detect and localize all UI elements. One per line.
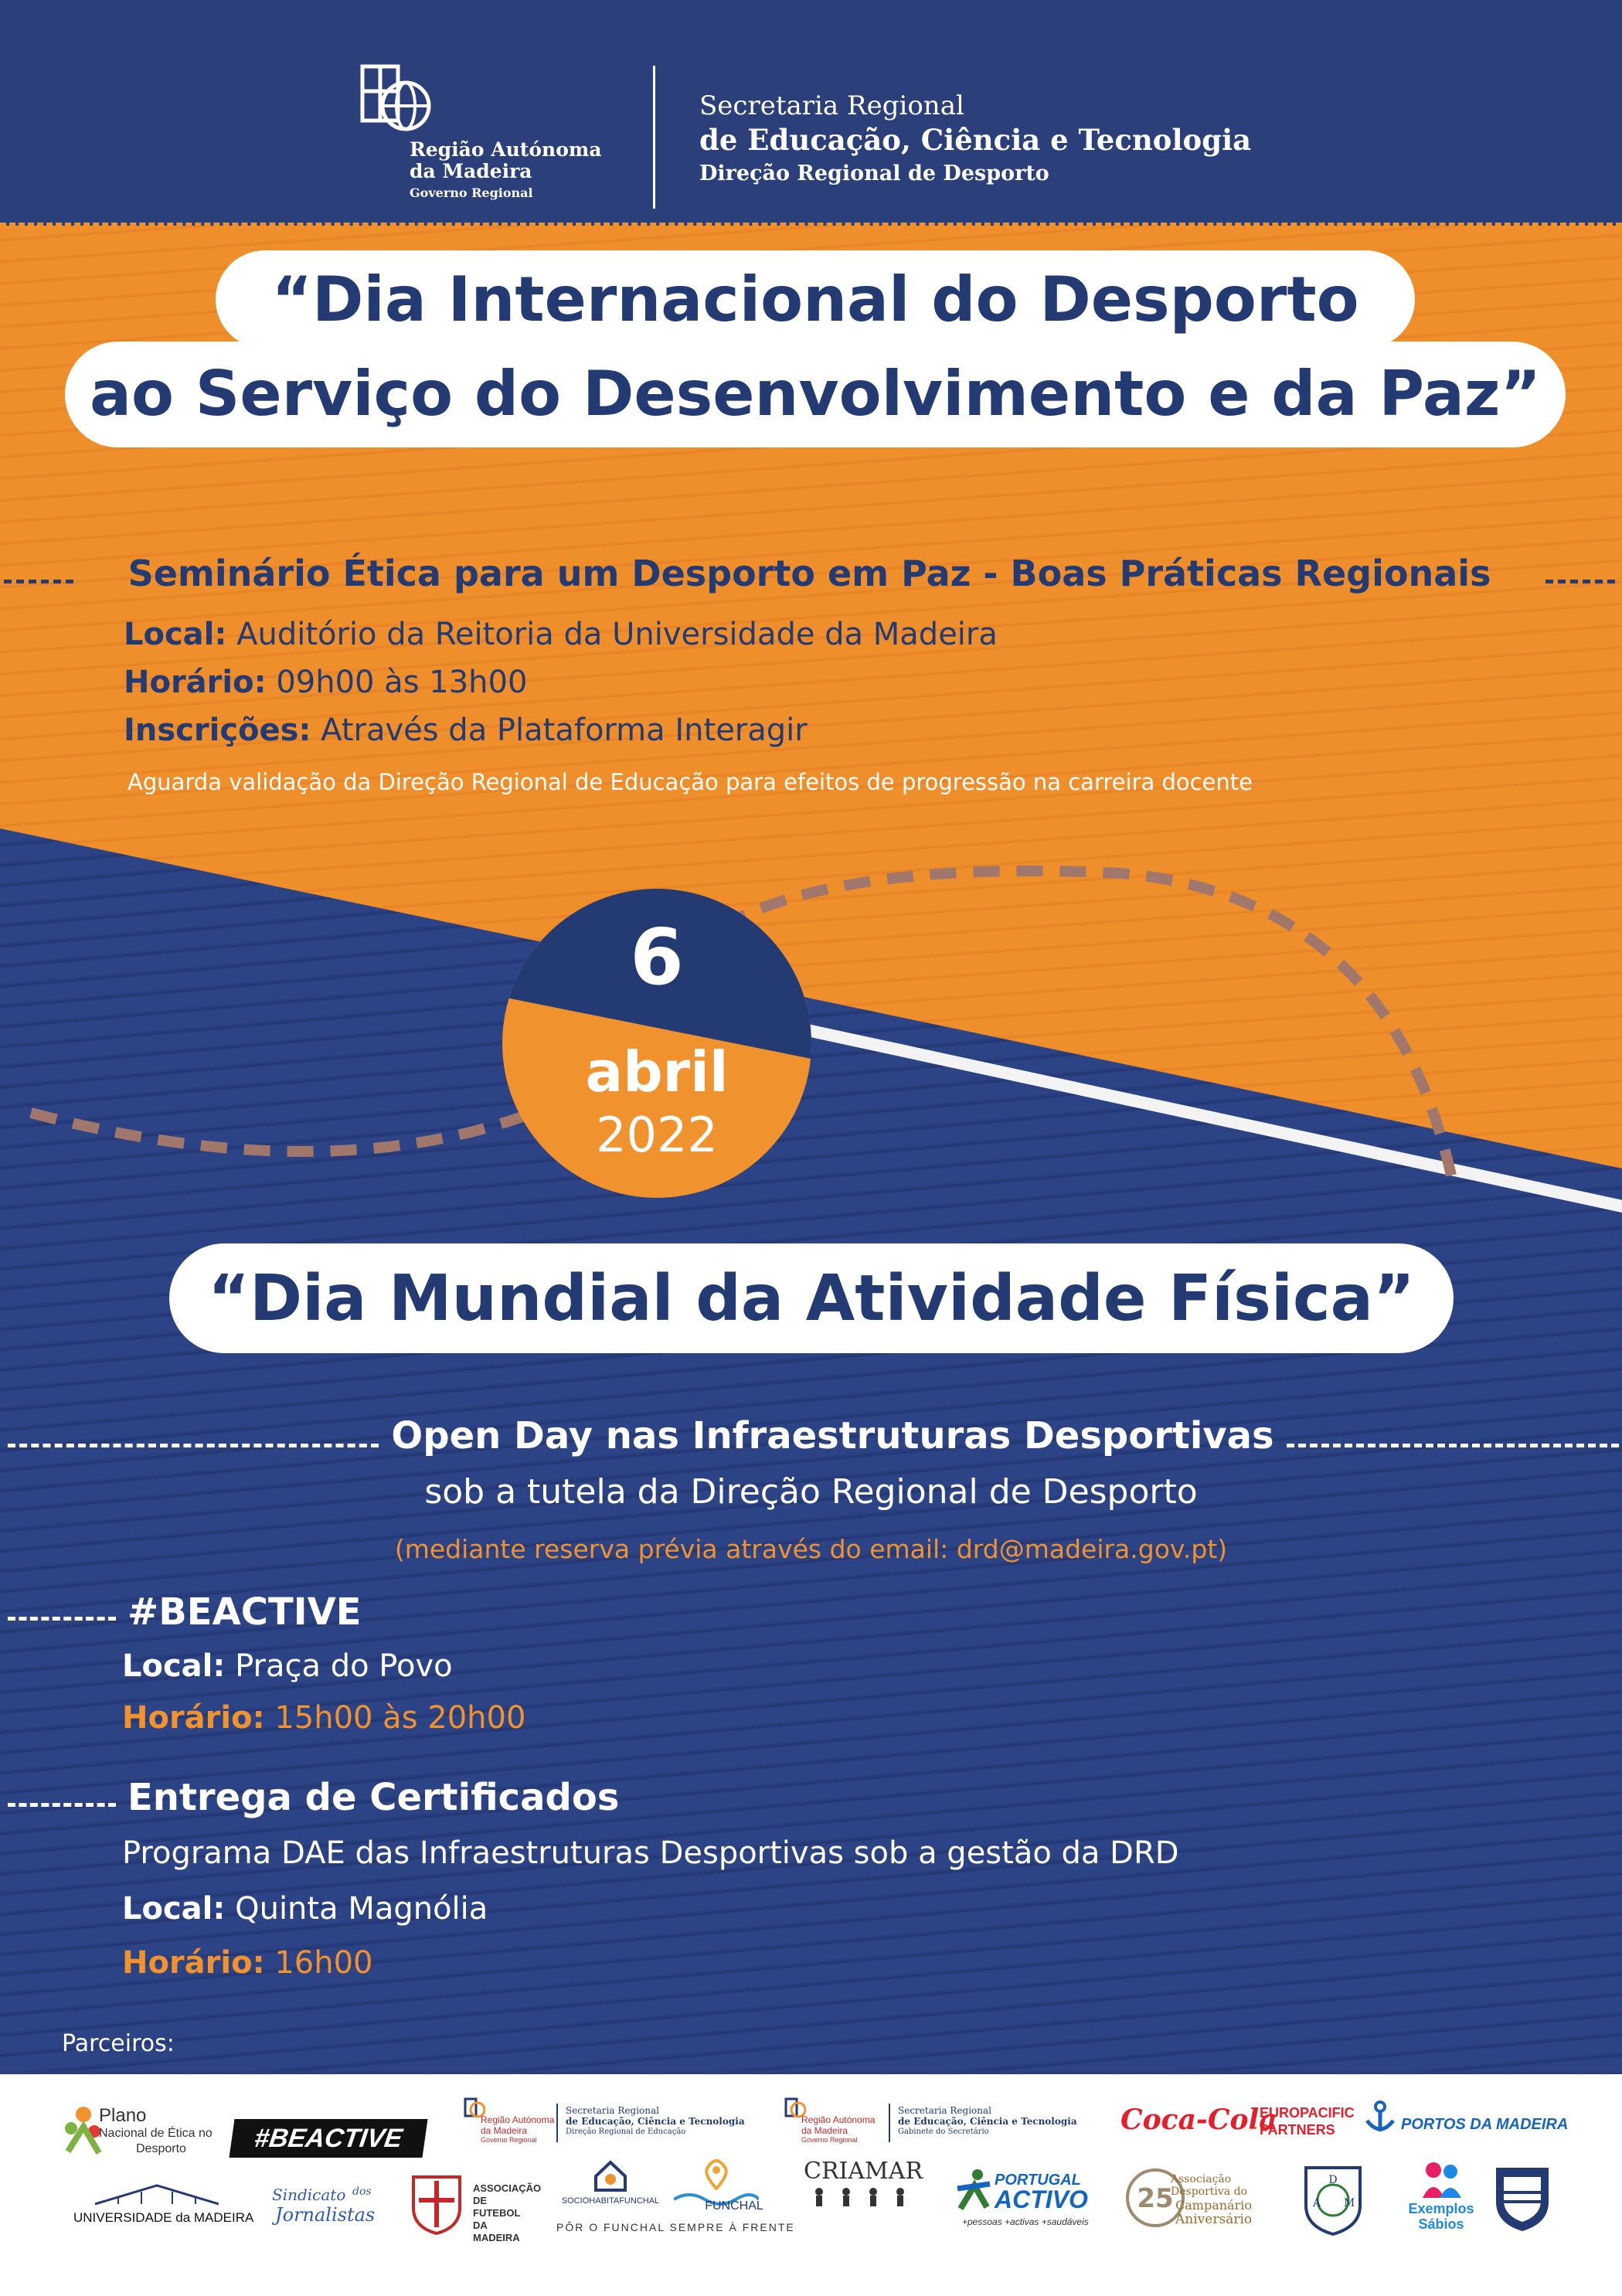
title1-line2: ao Serviço do Desenvolvimento e da Paz” xyxy=(89,358,1542,430)
sec2-line2: de Educação, Ciência e Tecnologia xyxy=(898,2116,1077,2127)
secretaria-line1: Secretaria Regional xyxy=(699,90,964,121)
ram2-line2: da Madeira xyxy=(801,2125,848,2136)
seminar-inscricoes-label: Inscrições: xyxy=(124,713,311,748)
seminar-horario-label: Horário: xyxy=(124,665,267,700)
sociohab-text: SOCIOHABITAFUNCHAL xyxy=(561,2196,660,2206)
date-day: 6 xyxy=(630,912,684,1002)
partner-divider-1 xyxy=(556,2104,558,2142)
header-banner xyxy=(0,0,1622,224)
exemplos-text1: Exemplos xyxy=(1408,2201,1474,2216)
ram-logo-2 xyxy=(784,2097,885,2151)
criamar-figures-icon xyxy=(804,2187,920,2207)
adm-crest-icon xyxy=(1298,2163,1368,2236)
adc-line4: Aniversário xyxy=(1175,2212,1253,2227)
seminar-local xyxy=(124,617,998,652)
sindicato-dos-text: dos xyxy=(352,2185,372,2198)
partners-word-text: PARTNERS xyxy=(1260,2122,1335,2138)
seminar-horario xyxy=(124,665,527,700)
region-coat-of-arms-icon xyxy=(359,63,437,148)
date-circle xyxy=(502,889,811,1198)
secretaria-line2: de Educação, Ciência e Tecnologia xyxy=(699,123,1252,157)
funchal-logo xyxy=(674,2159,763,2221)
crest-logo xyxy=(410,2173,464,2235)
sec2-line3: Gabinete do Secretário xyxy=(898,2128,989,2136)
ram2-line3: Governo Regional xyxy=(801,2136,858,2144)
beactive-horario-label: Horário: xyxy=(122,1700,265,1736)
beactive-dash xyxy=(8,1617,116,1621)
beactive-partner-logo: #BEACTIVE xyxy=(229,2119,427,2158)
seminar-local-value: Auditório da Reitoria da Universidade da Madeira xyxy=(236,617,998,652)
secretaria-logo-1 xyxy=(566,2105,751,2138)
openday-dash-right xyxy=(1287,1444,1619,1447)
aff-line2: DE FUTEBOL xyxy=(473,2195,521,2219)
svg-text:A: A xyxy=(1312,2197,1321,2209)
region-name xyxy=(410,139,602,204)
criamar-text: CRIAMAR xyxy=(804,2158,923,2185)
seminar-inscricoes-value: Através da Plataforma Interagir xyxy=(321,713,808,748)
runner-icon xyxy=(954,2168,993,2211)
plano-etica-logo xyxy=(60,2099,213,2168)
aff-madeira-logo xyxy=(473,2182,542,2244)
adc-line3: Campanário xyxy=(1175,2198,1252,2213)
certificados-dash xyxy=(8,1803,116,1807)
ad-campanario-logo xyxy=(1124,2167,1263,2229)
partner-divider-2 xyxy=(889,2104,890,2142)
svg-text:25: 25 xyxy=(1137,2183,1174,2214)
partners-strip xyxy=(0,2074,1622,2296)
sec1-line3: Direção Regional de Educação xyxy=(566,2128,686,2136)
beactive-local xyxy=(122,1648,453,1684)
seminar-heading: Seminário Ética para um Desporto em Paz - Boas Práticas Regionais xyxy=(128,553,1491,594)
funchal-text: FUNCHAL xyxy=(705,2199,763,2213)
plano-line3: Desporto xyxy=(136,2142,186,2155)
exemplos-people-icon xyxy=(1418,2161,1464,2199)
portos-madeira-logo xyxy=(1364,2100,1569,2147)
region-name-line2: da Madeira xyxy=(410,160,532,182)
sindicato-text2: Jornalistas xyxy=(275,2204,376,2226)
seminar-dash-left xyxy=(4,580,73,583)
date-month: abril xyxy=(585,1039,729,1104)
ram1-line1: Região Autónoma xyxy=(481,2114,555,2125)
portugal-activo-logo xyxy=(954,2168,1101,2230)
header-dashed-border xyxy=(0,223,1622,226)
seminar-horario-value: 09h00 às 13h00 xyxy=(276,665,528,700)
sec1-line1: Secretaria Regional xyxy=(566,2105,660,2116)
certificados-local-label: Local: xyxy=(122,1891,226,1927)
partners-label: Parceiros: xyxy=(62,2030,175,2057)
certificados-local-value: Quinta Magnólia xyxy=(235,1891,488,1927)
coca-cola-text: Coca-Cola xyxy=(1120,2104,1277,2136)
club-crest-icon xyxy=(1491,2163,1553,2233)
uma-bridge-icon xyxy=(95,2182,219,2206)
funchal-slogan: PÔR O FUNCHAL SEMPRE À FRENTE xyxy=(556,2221,795,2233)
plano-line1: Plano xyxy=(99,2105,147,2126)
ram2-line1: Região Autónoma xyxy=(801,2114,876,2125)
seminar-inscricoes xyxy=(124,713,808,748)
adm-crest-logo xyxy=(1298,2163,1368,2236)
title1-line1: “Dia Internacional do Desporto xyxy=(271,264,1359,335)
openday-heading: Open Day nas Infraestruturas Desportivas xyxy=(391,1414,1274,1458)
openday-sub: sob a tutela da Direção Regional de Desporto xyxy=(424,1472,1198,1512)
aff-line3: DA MADEIRA xyxy=(473,2219,520,2243)
europacific-text: EUROPACIFIC xyxy=(1260,2105,1355,2121)
secretaria-logo-2 xyxy=(898,2105,1083,2138)
adc-line1: Associação xyxy=(1171,2173,1232,2185)
beactive-local-label: Local: xyxy=(122,1648,226,1684)
shield-crest-icon xyxy=(410,2173,464,2235)
anchor-icon xyxy=(1364,2100,1396,2134)
title2: “Dia Mundial da Atividade Física” xyxy=(208,1262,1415,1335)
seminar-note: Aguarda validação da Direção Regional de Educação para efeitos de progressão na carreira docente xyxy=(128,769,1253,795)
beactive-local-value: Praça do Povo xyxy=(235,1648,453,1684)
portugal-text: PORTUGAL xyxy=(995,2172,1081,2189)
certificados-program: Programa DAE das Infraestruturas Desportivas sob a gestão da DRD xyxy=(122,1835,1179,1871)
openday-note: (mediante reserva prévia através do email: drd@madeira.gov.pt) xyxy=(394,1534,1228,1564)
criamar-logo xyxy=(804,2158,923,2227)
certificados-horario xyxy=(122,1945,372,1981)
secretaria-block xyxy=(699,89,1251,191)
exemplos-sabios-logo xyxy=(1403,2161,1480,2238)
svg-text:M: M xyxy=(1343,2197,1355,2209)
ram1-line2: da Madeira xyxy=(481,2125,528,2136)
beactive-horario xyxy=(122,1700,525,1736)
sec2-line1: Secretaria Regional xyxy=(898,2105,992,2116)
beactive-horario-value: 15h00 às 20h00 xyxy=(274,1700,526,1736)
coca-cola-europacific-logo xyxy=(1120,2100,1355,2147)
header-divider xyxy=(653,66,655,209)
certificados-horario-label: Horário: xyxy=(122,1945,265,1981)
sindicato-jornalistas-logo xyxy=(272,2175,388,2236)
uma-text: UNIVERSIDADE da MADEIRA xyxy=(73,2210,254,2225)
region-name-line1: Região Autónoma xyxy=(410,138,602,161)
activo-text: ACTIVO xyxy=(995,2185,1088,2213)
sec1-line2: de Educação, Ciência e Tecnologia xyxy=(566,2116,745,2127)
aff-line1: ASSOCIAÇÃO xyxy=(473,2182,542,2194)
sociohabitafunchal-logo xyxy=(556,2159,665,2221)
sindicato-text1: Sindicato xyxy=(272,2185,346,2204)
seminar-local-label: Local: xyxy=(124,617,227,652)
uma-logo xyxy=(73,2182,254,2229)
secretaria-line3: Direção Regional de Desporto xyxy=(699,162,1049,185)
certificados-horario-value: 16h00 xyxy=(274,1945,373,1981)
certificados-local xyxy=(122,1891,488,1927)
house-icon xyxy=(591,2159,630,2192)
date-year: 2022 xyxy=(596,1107,718,1163)
portos-text: PORTOS DA MADEIRA xyxy=(1401,2116,1569,2133)
exemplos-text2: Sábios xyxy=(1418,2216,1464,2232)
openday-dash-left xyxy=(8,1444,379,1447)
activo-slogan: +pessoas +activas +saudáveis xyxy=(962,2216,1089,2227)
ram-logo-1 xyxy=(464,2097,564,2151)
plano-line2: Nacional de Ética no xyxy=(99,2127,213,2140)
beactive-heading: #BEACTIVE xyxy=(128,1590,362,1634)
svg-text:D: D xyxy=(1328,2174,1338,2186)
region-sub: Governo Regional xyxy=(410,185,533,200)
certificados-heading: Entrega de Certificados xyxy=(128,1776,620,1819)
ram1-line3: Governo Regional xyxy=(481,2136,537,2144)
seminar-dash-right xyxy=(1545,580,1615,583)
club-crest-logo xyxy=(1491,2163,1553,2233)
adc-line2: Desportiva do xyxy=(1171,2185,1247,2198)
location-pin-icon xyxy=(701,2159,732,2190)
